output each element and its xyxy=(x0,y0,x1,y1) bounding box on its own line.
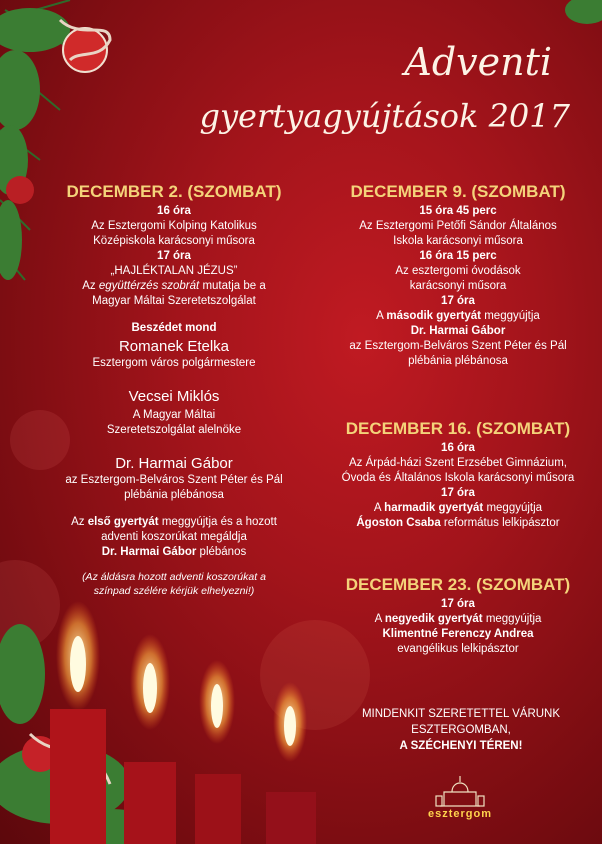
event-text: Az Esztergomi Petőfi Sándor Általános xyxy=(359,220,557,232)
date-heading: DECEMBER 9. (SZOMBAT) xyxy=(350,182,566,201)
speaker-role: plébánia plébánosa xyxy=(124,489,224,501)
event-text: Az Esztergomi Kolping Katolikus xyxy=(91,220,257,232)
person-line xyxy=(336,516,580,531)
candle-4 xyxy=(266,682,316,844)
person-role: plébánia plébánosa xyxy=(408,355,508,367)
text-part: Az xyxy=(82,280,96,292)
event-text xyxy=(56,279,292,294)
event-text xyxy=(336,612,580,627)
candle-text xyxy=(56,515,292,530)
event-text: Óvoda és Általános Iskola karácsonyi műsora xyxy=(341,472,575,484)
date-heading: DECEMBER 16. (SZOMBAT) xyxy=(345,419,571,438)
text-bold: Ágoston Csaba xyxy=(356,517,441,529)
person-name: Klimentné Ferenczy Andrea xyxy=(382,628,534,640)
event-text: „HAJLÉKTALAN JÉZUS” xyxy=(110,265,238,277)
title-line-1: Adventi xyxy=(404,40,552,84)
event-text: Az esztergomi óvodások xyxy=(395,265,521,277)
note-text xyxy=(56,570,292,598)
person-name: Dr. Harmai Gábor xyxy=(410,325,506,337)
speaker-name: Vecsei Miklós xyxy=(128,388,220,405)
candles xyxy=(40,594,370,844)
time-label: 17 óra xyxy=(441,487,475,499)
speaker-role: A Magyar Máltai xyxy=(132,409,216,421)
speaker-name: Dr. Harmai Gábor xyxy=(115,455,233,472)
candle-text xyxy=(56,545,292,560)
speaker-role: Szeretetszolgálat alelnöke xyxy=(106,424,242,436)
person-role: evangélikus lelkipásztor xyxy=(397,643,519,655)
event-text xyxy=(336,501,580,516)
speech-label: Beszédet mond xyxy=(131,322,217,334)
time-label: 16 óra 15 perc xyxy=(419,250,497,262)
text-bold: negyedik gyertyát xyxy=(384,613,483,625)
speaker-name: Romanek Etelka xyxy=(118,338,230,355)
text-part: meggyújtja és a hozott xyxy=(161,516,277,528)
closing-line: ESZTERGOMBAN, xyxy=(411,724,511,736)
text-emphasis: együttérzés szobrát xyxy=(98,280,200,292)
closing-line: MINDENKIT SZERETETTEL VÁRUNK xyxy=(361,708,561,720)
event-text: Iskola karácsonyi műsora xyxy=(393,235,523,247)
text-part: meggyújtja xyxy=(484,310,540,322)
event-text: karácsonyi műsora xyxy=(409,280,507,292)
note-line: színpad szélére kérjük elhelyezni!) xyxy=(93,585,255,597)
logo-text: esztergom xyxy=(427,808,493,820)
closing-line-bold xyxy=(336,738,586,754)
program-december-9 xyxy=(336,182,580,369)
text-bold: A SZÉCHENYI TÉREN! xyxy=(399,740,523,752)
program-december-2 xyxy=(56,182,292,598)
text-part: református lelkipásztor xyxy=(443,517,560,529)
text-part: mutatja be a xyxy=(202,280,266,292)
event-text: Magyar Máltai Szeretetszolgálat xyxy=(92,295,256,307)
text-part: A xyxy=(373,502,381,514)
date-heading: DECEMBER 23. (SZOMBAT) xyxy=(345,575,571,594)
speaker-role: Esztergom város polgármestere xyxy=(92,357,256,369)
candle-3 xyxy=(195,660,241,844)
text-bold: harmadik gyertyát xyxy=(384,502,484,514)
speaker-role: az Esztergom-Belváros Szent Péter és Pál xyxy=(65,474,283,486)
time-label: 17 óra xyxy=(441,295,475,307)
poster-title xyxy=(199,40,580,135)
time-label: 16 óra xyxy=(441,442,475,454)
time-label: 16 óra xyxy=(157,205,191,217)
basilica-icon xyxy=(430,774,490,808)
text-bold: első gyertyát xyxy=(87,516,159,528)
text-part: Az xyxy=(71,516,85,528)
date-heading: DECEMBER 2. (SZOMBAT) xyxy=(66,182,282,201)
candle-text: adventi koszorúkat megáldja xyxy=(101,531,247,543)
candle-1 xyxy=(50,601,106,844)
text-bold: Dr. Harmai Gábor xyxy=(101,546,197,558)
note-line: (Az áldásra hozott adventi koszorúkat a xyxy=(82,571,266,583)
person-role: az Esztergom-Belváros Szent Péter és Pál xyxy=(349,340,567,352)
text-part: A xyxy=(374,613,382,625)
closing-invitation xyxy=(336,706,586,754)
program-right-column xyxy=(336,182,580,657)
time-label: 17 óra xyxy=(441,598,475,610)
event-text xyxy=(336,309,580,324)
time-label: 15 óra 45 perc xyxy=(419,205,497,217)
text-part: plébános xyxy=(199,546,247,558)
text-part: A xyxy=(376,310,384,322)
time-label: 17 óra xyxy=(157,250,191,262)
program-december-23 xyxy=(336,575,580,657)
text-part: meggyújtja xyxy=(485,613,542,625)
esztergom-logo xyxy=(420,772,500,832)
program-december-16 xyxy=(336,419,580,531)
title-line-2: gyertyagyújtások 2017 xyxy=(199,97,570,135)
text-part: meggyújtja xyxy=(486,502,543,514)
candle-2 xyxy=(124,634,176,844)
event-text: Középiskola karácsonyi műsora xyxy=(93,235,255,247)
text-bold: második gyertyát xyxy=(386,310,482,322)
event-text: Az Árpád-házi Szent Erzsébet Gimnázium, xyxy=(349,457,567,469)
